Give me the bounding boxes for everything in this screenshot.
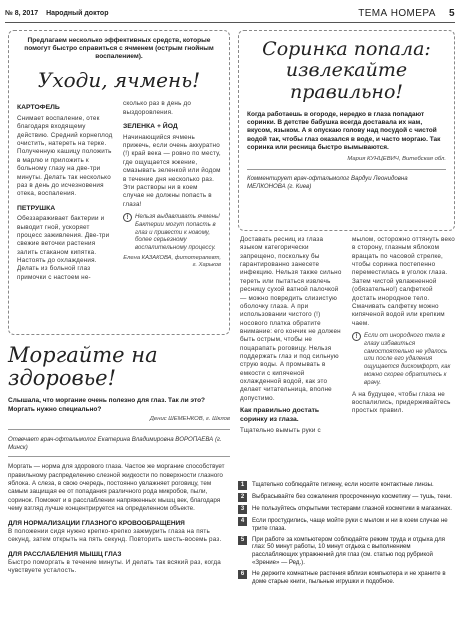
section-text: Снимает воспаление, отек благодаря входящему действию. Средний корнеплод очистить, натереть на терке. Полученную кашицу положить в марлю и приложить к больному глазу на две-три минуты. Делать так несколько раз в день до исчезновения отека, воспаления. [17, 114, 113, 198]
page-header [5, 6, 455, 22]
article-lead: Когда работаешь в огороде, нередко в глаза попадают соринки. В детстве бабушка всегда доставала их нам, вкусом, языком. А я опускаю голову над посудой с чистой водой так, чтобы глаз оказался в воде, и часто моргаю. Так соринка или ресница быстро вымываются. [247, 110, 441, 152]
tip-number: 1 [238, 481, 247, 490]
section-head: ПЕТРУШКА [17, 204, 56, 212]
section-head: Как правильно достать соринку из глаза. [240, 407, 320, 423]
article-title: Моргайте на здоровье! [8, 343, 158, 390]
tip-text: Если простудились, чаще мойте руки с мылом и ни в коем случае не трите глаза. [252, 517, 448, 532]
tip-number: 6 [238, 570, 247, 579]
section-text: Быстро поморгать в течение минуты. И делать так всякий раз, когда чувствуете усталость. [8, 558, 221, 575]
tip-text: Тщательно соблюдайте гигиену, если носите контактные линзы. [252, 481, 434, 488]
issue-number: № 8, 2017 [5, 9, 39, 17]
tip-number: 5 [238, 536, 247, 545]
section-text: Обеззараживает бактерии и выводит гной, ускоряет процесс заживления. Две-три свежие веточки растения залить стаканом кипятка. Настоять до охлаждения. Делать из больной глаз примочки с настоем не- [17, 215, 110, 281]
tip-number: 2 [238, 493, 247, 502]
section-name: ТЕМА НОМЕРА [358, 7, 436, 19]
section-info [358, 8, 455, 21]
expert-comment: Комментирует врач-офтальмолог Вардуи Леонидовна МЕЛКОНОВА (г. Киев) [247, 174, 408, 190]
tip-text: При работе за компьютером соблюдайте режим труда и отдыха для глаз: 50 минут работы, 10 минут отдыха с выполнением расслабляющих упражнений для глаз (см. статью под рубрикой «Зрение» — Ред.). [252, 535, 445, 566]
article-lead: Слышала, что моргание очень полезно для глаз. Так ли это? Моргать нужно специально? [8, 397, 206, 413]
body-text: Доставать ресниц из глаза языком категорически запрещено, поскольку бы гарантированно занесете инфекцию. Нельзя также сильно тереть или пытаться извлечь ресницу сухой ватной палочкой — можно повредить слизистую оболочку глаза. А при использовании чистого (!) носового платка обратите внимание: его кончик не должен быть острым, чтобы не поцарапать роговицу. Нельзя поддержать глаз и под сильную струю воды. А промывать в емкости с кипяченой охлажденной водой, как это делает читательница, вполне допустимо. [240, 236, 342, 402]
tip-item [238, 493, 455, 502]
divider [8, 429, 230, 430]
section-text: Начинающийся ячмень прижечь, если очень аккуратно (!) край века — ровно по месту, где ощущается жжение, смазывать зеленкой или йодом в течение дня несколько раз. Эти растворы ни в коем случае не должны попасть в глаза! [123, 133, 221, 208]
article-columns [17, 100, 221, 282]
issue-info [5, 10, 108, 19]
divider [8, 456, 230, 457]
header-divider [5, 22, 455, 23]
expert-answer: Отвечает врач-офтальмолог Екатерина Владимировна ВОРОПАЕВА (г. Минск) [8, 435, 222, 451]
column-1 [17, 100, 115, 282]
section-text: В положении сидя нужно крепко-крепко зажмурить глаза на пять секунд, затем открыть на пять секунд. Повторить шесть-восемь раз. [8, 527, 222, 544]
section-head: ЗЕЛЕНКА + ЙОД [123, 123, 178, 131]
tip-item [238, 505, 455, 514]
body-text: Моргать — норма для здорового глаза. Частое же моргание способствует правильному распределению слезной жидкости по поверхности глазного яблока. А слеза, в свою очередь, постоянно увлажняет роговицу, тем самым защищая ее от попадания различного рода микробов, пыли, соринок. Поможет и в расслаблении напряженных мышц век, благодаря чему взгляд лучше концентрируется на определенном объекте. [8, 463, 225, 513]
tip-number: 3 [238, 505, 247, 514]
tip-item [238, 517, 455, 533]
column-2 [123, 100, 221, 282]
article-title: Уходи, ячмень! [37, 67, 201, 92]
warning-note [123, 213, 221, 252]
author-signature: Денис ШЕМЕНКОВ, г. Шклов [149, 416, 230, 423]
article-lead: Предлагаем несколько эффективных средств, которые помогут быстро справиться с ячменем (острым гнойным воспалением). [24, 37, 214, 61]
body-text: мылом, осторожно оттянуть веко в сторону, глазным яблоком вращать по часовой стрелке, чтобы соринка постепенно переместилась в уголок глаза. Затем чистой увлажненной (обязательно!) салфеткой достать инородное тело. Смачивать салфетку можно кипяченой водой или крепким чаем. [352, 236, 455, 327]
column-1 [240, 236, 344, 476]
exclamation-icon: ! [352, 332, 361, 341]
divider [247, 169, 446, 170]
tip-item [238, 481, 455, 490]
tip-text: Не пользуйтесь открытыми тестерами глазной косметики в магазинах. [252, 505, 452, 512]
exclamation-icon: ! [123, 213, 132, 222]
page-number: 5 [449, 7, 455, 19]
author-signature: Мария КУНЦЕВИЧ, Витебская обл. [347, 156, 446, 163]
magazine-name: Народный доктор [46, 9, 109, 17]
article-stye [8, 30, 230, 335]
tip-number: 4 [238, 517, 247, 526]
tip-text: Не держите комнатные растения вблизи компьютера и не храните в доме старые книги, пыльные игрушки и подобное. [252, 569, 446, 585]
section-head: ДЛЯ НОРМАЛИЗАЦИИ ГЛАЗНОГО КРОВООБРАЩЕНИЯ [8, 519, 185, 527]
article-title: Соринка попала: извлекайте правильно! [262, 38, 431, 103]
tips-list [238, 481, 455, 636]
author-signature: Елена КАЗАКОВА, фитотерапевт, г. Харьков [123, 254, 221, 269]
article-body-columns [240, 236, 456, 476]
warning-note [352, 332, 456, 387]
tip-item [238, 536, 455, 567]
warning-text: Нельзя выдавливать ячмень! Бактерии могут попасть в глаз и привести к новому, более серьезному воспалительному процессу. [135, 212, 220, 252]
section-text: сколько раз в день до выздоровления. [123, 100, 192, 116]
tip-text: Выбрасывайте без сожаления просроченную косметику — тушь, тени. [252, 493, 452, 500]
warning-text: Если от инородного тела в глазу избавиться самостоятельно не удалось или после его удаления ощущается дискомфорт, как можно скорее обратитесь к врачу. [364, 331, 451, 386]
body-text: Тщательно вымыть руки с [240, 426, 321, 434]
article-blinking [8, 342, 230, 636]
article-sorinka [238, 30, 455, 231]
section-head: ДЛЯ РАССЛАБЛЕНИЯ МЫШЦ ГЛАЗ [8, 550, 122, 558]
tip-item [238, 570, 455, 586]
body-text: А на будущее, чтобы глаза не воспалились, придерживайтесь простых правил. [352, 390, 451, 415]
column-2 [352, 236, 456, 476]
section-head: КАРТОФЕЛЬ [17, 104, 60, 112]
